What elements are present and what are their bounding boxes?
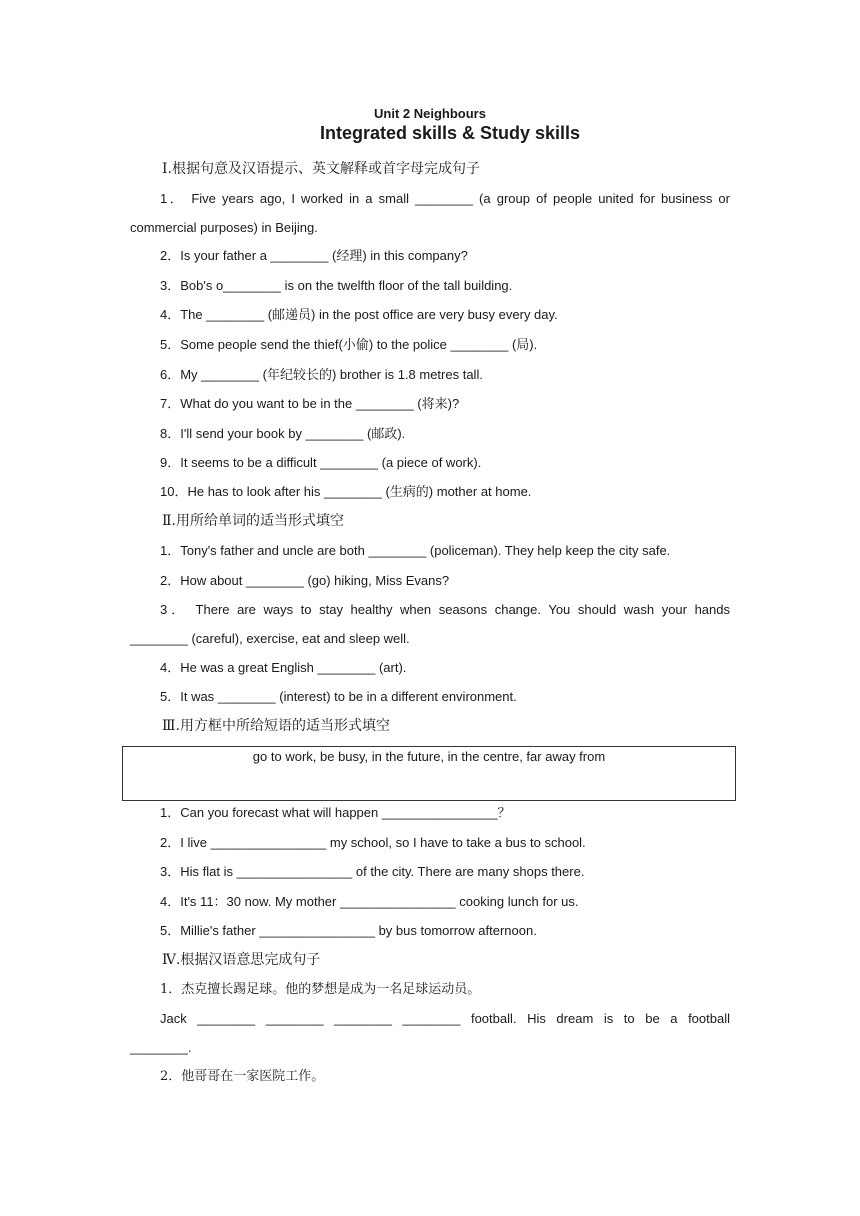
unit-title: Unit 2 Neighbours: [374, 106, 486, 121]
question-line: 8．I'll send your book by ________ (邮政).: [160, 426, 406, 441]
question-line: Jack ________ ________ ________ ________ football. His dream is to be a football: [160, 1011, 730, 1026]
question-line: 5．Millie's father ________________ by bus tomorrow afternoon.: [160, 923, 537, 938]
question-line: 10．He has to look after his ________ (生病的) mother at home.: [160, 484, 532, 499]
question-line: 4．The ________ (邮递员) in the post office are very busy every day.: [160, 307, 558, 322]
section-heading-1: Ⅰ.根据句意及汉语提示、英文解释或首字母完成句子: [162, 161, 480, 177]
phrase-box: [122, 746, 736, 801]
question-line: 1．杰克擅长踢足球。他的梦想是成为一名足球运动员。: [160, 982, 481, 997]
question-line: 3．Bob's o________ is on the twelfth floor of the tall building.: [160, 278, 513, 293]
question-line: 2．How about ________ (go) hiking, Miss Evans?: [160, 573, 450, 588]
question-line: 1．Can you forecast what will happen ________________？: [160, 805, 511, 820]
question-line: 1． Five years ago, I worked in a small ________ (a group of people united for business or: [160, 191, 730, 206]
question-line: ________ (careful), exercise, eat and sleep well.: [130, 631, 410, 646]
section-heading-2: Ⅱ.用所给单词的适当形式填空: [162, 513, 344, 529]
question-line: 5．It was ________ (interest) to be in a different environment.: [160, 689, 517, 704]
question-line: 9．It seems to be a difficult ________ (a piece of work).: [160, 455, 482, 470]
lesson-title: Integrated skills & Study skills: [319, 123, 581, 143]
section-heading-4: Ⅳ.根据汉语意思完成句子: [162, 952, 321, 968]
section-heading-3: Ⅲ.用方框中所给短语的适当形式填空: [162, 718, 390, 734]
question-line: 2．I live ________________ my school, so I have to take a bus to school.: [160, 835, 586, 850]
question-line: 6．My ________ (年纪较长的) brother is 1.8 metres tall.: [160, 367, 483, 382]
question-line: 3．His flat is ________________ of the city. There are many shops there.: [160, 864, 585, 879]
question-line: 7．What do you want to be in the ________ (将来)?: [160, 396, 460, 411]
question-line: 4．It's 11：30 now. My mother ________________ cooking lunch for us.: [160, 894, 579, 909]
question-line: 1．Tony's father and uncle are both ________ (policeman). They help keep the city safe.: [160, 543, 671, 558]
question-line: 4．He was a great English ________ (art).: [160, 660, 407, 675]
question-line: 3． There are ways to stay healthy when seasons change. You should wash your hands: [160, 602, 730, 617]
phrase-box-text: go to work, be busy, in the future, in the centre, far away from: [252, 749, 606, 764]
question-line: commercial purposes) in Beijing.: [130, 220, 318, 235]
question-line: 2．Is your father a ________ (经理) in this company?: [160, 248, 468, 263]
question-line: ________.: [130, 1040, 192, 1055]
question-line: 5．Some people send the thief(小偷) to the police ________ (局).: [160, 337, 538, 352]
question-line: 2．他哥哥在一家医院工作。: [160, 1069, 325, 1084]
